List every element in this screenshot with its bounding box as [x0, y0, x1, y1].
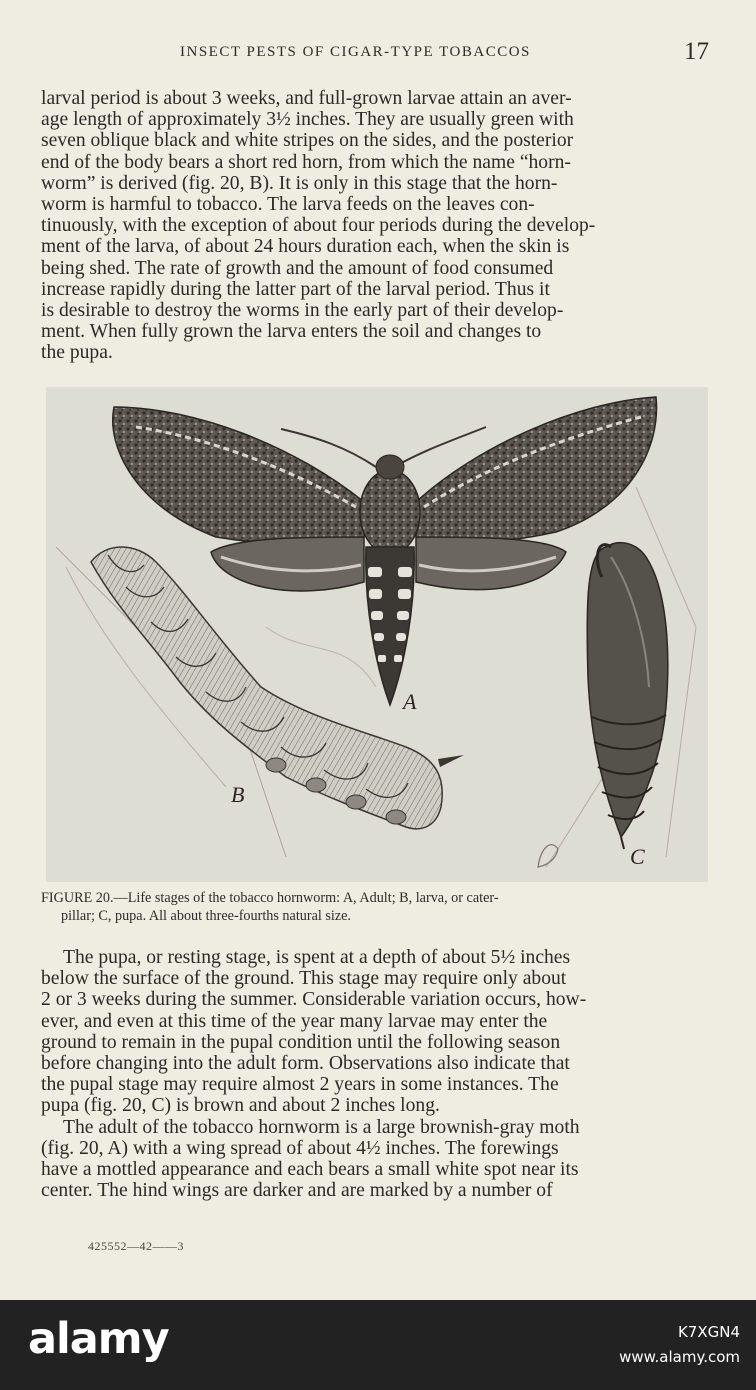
- caption-line: FIGURE 20.—Life stages of the tobacco hornworm: A, Adult; B, larva, or cater-: [41, 890, 499, 906]
- text-line: increase rapidly during the latter part of the larval period. Thus it: [41, 278, 550, 300]
- page-number: 17: [684, 38, 709, 65]
- alamy-logo: alamy: [28, 1314, 169, 1364]
- text-line: being shed. The rate of growth and the amount of food consumed: [41, 257, 554, 279]
- text-line: center. The hind wings are darker and are marked by a number of: [41, 1180, 553, 1202]
- label-c: C: [630, 844, 645, 869]
- text-line: worm” is derived (fig. 20, B). It is only in this stage that the horn-: [41, 172, 558, 194]
- figure-caption: [41, 889, 741, 925]
- pupa-drawing: [587, 543, 668, 849]
- text-line: ment of the larva, of about 24 hours duration each, when the skin is: [41, 236, 570, 258]
- text-line: below the surface of the ground. This stage may require only about: [41, 968, 567, 990]
- stock-watermark-bar: [0, 1300, 756, 1390]
- text-line: have a mottled appearance and each bears a small white spot near its: [41, 1159, 579, 1181]
- text-line: seven oblique black and white stripes on the sides, and the posterior: [41, 130, 574, 152]
- text-line: The pupa, or resting stage, is spent at a depth of about 5½ inches: [63, 947, 571, 968]
- stock-image-id: K7XGN4: [677, 1323, 740, 1341]
- text-line: The adult of the tobacco hornworm is a large brownish-gray moth: [63, 1116, 580, 1138]
- paragraph-pupa-and-adult: [41, 947, 711, 1201]
- text-line: is desirable to destroy the worms in the early part of their develop-: [41, 300, 564, 322]
- text-line: larval period is about 3 weeks, and full-grown larvae attain an aver-: [41, 88, 572, 109]
- text-line: the pupa.: [41, 342, 113, 364]
- text-line: (fig. 20, A) with a wing spread of about 4½ inches. The forewings: [41, 1137, 559, 1159]
- stock-site-url: www.alamy.com: [619, 1348, 740, 1366]
- text-line: worm is harmful to tobacco. The larva feeds on the leaves con-: [41, 194, 535, 216]
- text-line: 2 or 3 weeks during the summer. Considerable variation occurs, how-: [41, 989, 587, 1011]
- text-line: the pupal stage may require almost 2 years in some instances. The: [41, 1074, 559, 1096]
- label-b: B: [231, 782, 245, 807]
- page-header: [0, 38, 756, 68]
- text-line: before changing into the adult form. Observations also indicate that: [41, 1053, 570, 1075]
- print-code-footnote: 425552—42——3: [88, 1239, 184, 1253]
- text-line: ment. When fully grown the larva enters the soil and changes to: [41, 321, 542, 343]
- running-title: INSECT PESTS OF CIGAR-TYPE TOBACCOS: [180, 44, 531, 60]
- text-line: ever, and even at this time of the year many larvae may enter the: [41, 1010, 548, 1032]
- caption-line: pillar; C, pupa. All about three-fourths natural size.: [61, 908, 351, 924]
- text-line: age length of approximately 3½ inches. They are usually green with: [41, 109, 574, 131]
- text-line: tinuously, with the exception of about four periods during the develop-: [41, 215, 596, 237]
- text-line: pupa (fig. 20, C) is brown and about 2 inches long.: [41, 1095, 440, 1117]
- text-line: end of the body bears a short red horn, from which the name “horn-: [41, 151, 571, 173]
- text-line: ground to remain in the pupal condition until the following season: [41, 1031, 561, 1053]
- figure-20-illustration: [46, 387, 708, 882]
- stock-image-info: [600, 1320, 740, 1370]
- paragraph-larval-period: [41, 88, 711, 364]
- label-a: A: [403, 689, 417, 714]
